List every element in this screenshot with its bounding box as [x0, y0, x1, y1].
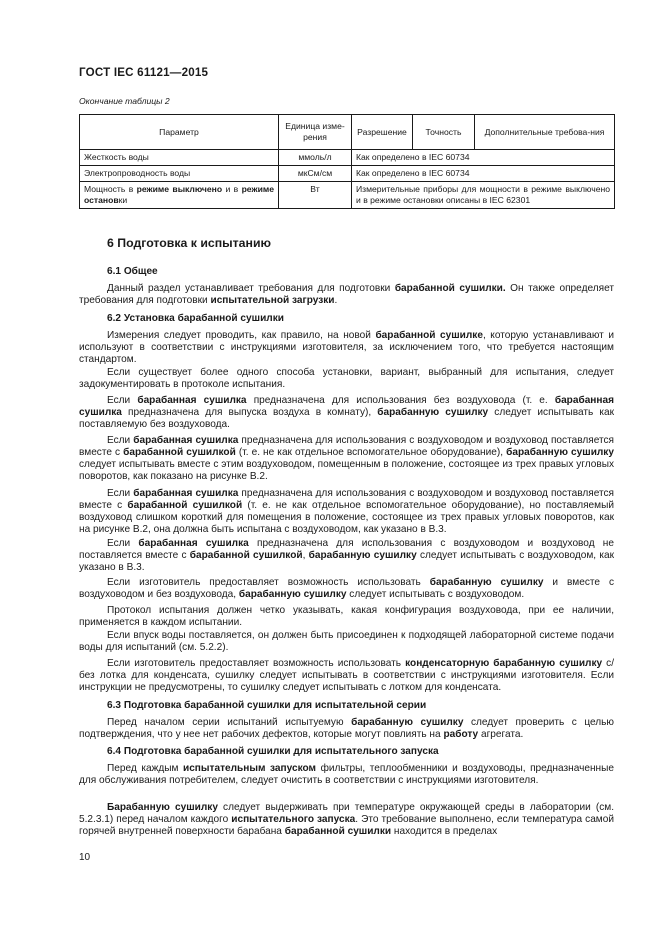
- paragraph: Если впуск воды поставляется, он должен быть присоединен к подходящей лабораторной системе подачи воды для испытаний (см. 5.2.2).: [79, 630, 614, 654]
- paragraph: Если барабанная сушилка предназначена для использования с воздуховодом и воздуховод не поставляется вместе с барабанной сушилкой, барабанную сушилку следует испытывать с воздуховодом, как указано в В.3.: [79, 538, 614, 574]
- table-cell: Жесткость воды: [80, 150, 279, 166]
- paragraph: Барабанную сушилку следует выдерживать при температуре окружающей среды в лаборатории (см. 5.2.3.1) перед началом каждого испытательного запуска. Это требование выполнено, если температура самой горячей внутренней поверхности барабана барабанной сушилки находится в пределах: [79, 802, 615, 838]
- paragraph: Протокол испытания должен четко указывать, какая конфигурация воздуховода, при ее наличии, применяется в каждом испытании.: [79, 605, 614, 629]
- column-header: Точность: [413, 115, 475, 150]
- subsection-heading: 6.3 Подготовка барабанной сушилки для испытательной серии: [107, 700, 427, 711]
- table-row: [80, 150, 615, 166]
- paragraph: Если барабанная сушилка предназначена для использования без воздуховода (т. е. барабанная сушилка предназначена для выпуска воздуха в комнату), барабанную сушилку следует испытывать как поставляемую без воздуховода.: [79, 395, 615, 431]
- paragraph: Если изготовитель предоставляет возможность использовать конденсаторную барабанную сушилку с/без лотка для конденсата, сушилку следует испытывать в соответствии с инструкциями изготовителя. Если инструкции не предусмотрены, то сушилку следует испытывать с лотком для конденсата.: [79, 658, 615, 694]
- subsection-heading: 6.1 Общее: [107, 266, 158, 277]
- table-cell: Электропроводность воды: [80, 166, 279, 182]
- column-header: Единица изме-рения: [279, 115, 352, 150]
- paragraph: Перед началом серии испытаний испытуемую барабанную сушилку следует проверить с целью подтверждения, что у нее нет рабочих дефектов, которые могут повлиять на работу агрегата.: [79, 717, 614, 741]
- paragraph: Если изготовитель предоставляет возможность использовать барабанную сушилку и вместе с воздуховодом и без воздуховода, барабанную сушилку следует испытывать с воздуховодом.: [79, 577, 614, 601]
- table-caption: Окончание таблицы 2: [79, 96, 170, 106]
- column-header: Дополнительные требова-ния: [475, 115, 615, 150]
- table-cell: Измерительные приборы для мощности в режиме выключено и в режиме остановки описаны в IEC 62301: [352, 182, 615, 209]
- document-header: ГОСТ IEC 61121—2015: [79, 66, 209, 79]
- page-number: 10: [79, 852, 91, 863]
- column-header: Разрешение: [352, 115, 413, 150]
- table-row: [80, 182, 615, 209]
- paragraph: Если барабанная сушилка предназначена для использования с воздуховодом и воздуховод поставляется вместе с барабанной сушилкой (т. е. не как отдельное вспомогательное оборудование), но поставляемый воздуховод слишком короткий для помещения в положение, состоящее из трех правых угловых поворотов, как на рисунке В.2, она должна быть испытана с воздуховодом, как указано в В.3.: [79, 488, 614, 536]
- subsection-heading: 6.2 Установка барабанной сушилки: [107, 313, 284, 324]
- column-header: Параметр: [80, 115, 279, 150]
- table-row: [80, 166, 615, 182]
- paragraph: Данный раздел устанавливает требования для подготовки барабанной сушилки. Он также определяет требования для подготовки испытательной загрузки.: [79, 283, 614, 307]
- paragraph: Измерения следует проводить, как правило, на новой барабанной сушилке, которую устанавливают и используют в соответствии с инструкциями изготовителя, за исключением того, что требуется настоящим стандартом.: [79, 330, 614, 366]
- table-cell: Как определено в IEC 60734: [352, 166, 615, 182]
- table-cell: Мощность в режиме выключено и в режиме остановки: [80, 182, 279, 209]
- paragraph: Если барабанная сушилка предназначена для использования с воздуховодом и воздуховод поставляется вместе с барабанной сушилкой (т. е. не как отдельное вспомогательное оборудование), барабанную сушилку следует испытывать вместе с этим воздуховодом, помещенным в положение, состоящее из трех правых угловых поворотов, как показано на рисунке В.2.: [79, 435, 614, 483]
- paragraph: Перед каждым испытательным запуском фильтры, теплообменники и воздуховоды, предназначенные для обслуживания потребителем, следует очистить в соответствии с инструкциями изготовителя.: [79, 763, 614, 787]
- paragraph: Если существует более одного способа установки, вариант, выбранный для испытания, следует задокументировать в протоколе испытания.: [79, 367, 614, 391]
- subsection-heading: 6.4 Подготовка барабанной сушилки для испытательного запуска: [107, 746, 439, 757]
- table-cell: Как определено в IEC 60734: [352, 150, 615, 166]
- section-heading: 6 Подготовка к испытанию: [107, 236, 272, 250]
- table-header-row: [80, 115, 615, 150]
- table-cell: ммоль/л: [279, 150, 352, 166]
- table-cell: Вт: [279, 182, 352, 209]
- table-cell: мкСм/см: [279, 166, 352, 182]
- parameters-table: [79, 114, 615, 209]
